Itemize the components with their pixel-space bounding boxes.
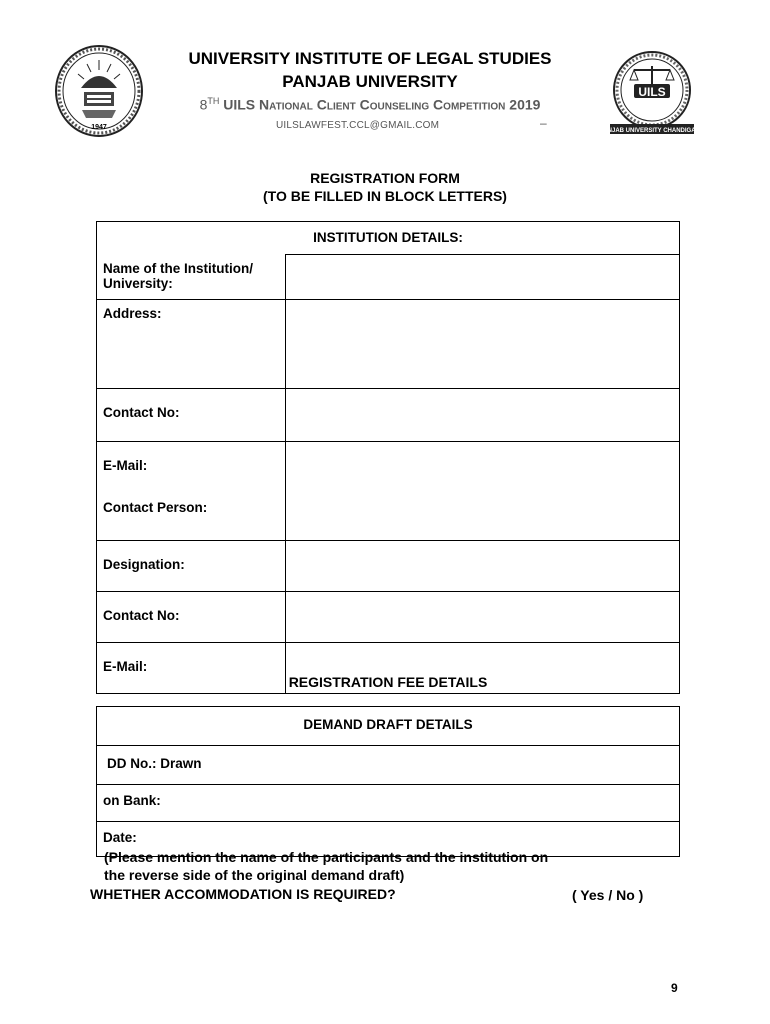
institution-details-heading: INSTITUTION DETAILS: xyxy=(97,222,680,255)
dd-no-field[interactable]: DD No.: Drawn xyxy=(97,746,680,785)
designation-field[interactable] xyxy=(286,540,680,591)
svg-text:UILS: UILS xyxy=(638,85,666,99)
demand-draft-table xyxy=(96,706,680,857)
fee-details-title: REGISTRATION FEE DETAILS xyxy=(288,674,488,690)
contact-person-label: Contact Person: xyxy=(103,499,208,515)
svg-text:PANJAB UNIVERSITY CHANDIGARH: PANJAB UNIVERSITY CHANDIGARH xyxy=(604,128,700,134)
page-number: 9 xyxy=(671,981,678,995)
institute-title: UNIVERSITY INSTITUTE OF LEGAL STUDIES xyxy=(188,49,552,68)
uils-logo xyxy=(604,50,700,136)
subtitle-superscript: TH xyxy=(207,96,220,106)
email-2-label: E-Mail: xyxy=(97,642,286,693)
institution-name-label xyxy=(97,255,286,300)
contact-no-2-label: Contact No: xyxy=(97,591,286,642)
designation-label: Designation: xyxy=(97,540,286,591)
email-label: E-Mail: xyxy=(103,457,148,473)
contact-no-field[interactable] xyxy=(286,388,680,441)
institution-name-label-line1: Name of the Institution/ xyxy=(103,260,253,276)
email-contact-person-cell xyxy=(97,441,286,540)
subtitle-rest: UILS National Client Counseling Competition 2019 xyxy=(219,96,541,113)
email-contact-person-field[interactable] xyxy=(286,441,680,540)
contact-email: UILSLAWFEST.CCL@GMAIL.COM xyxy=(276,120,440,131)
contact-no-label: Contact No: xyxy=(97,388,286,441)
svg-text:1947: 1947 xyxy=(91,124,107,131)
institution-name-field[interactable] xyxy=(286,255,680,300)
dd-note-line1: (Please mention the name of the participants and the institution on xyxy=(104,849,549,865)
competition-subtitle xyxy=(150,96,590,113)
accommodation-question: WHETHER ACCOMMODATION IS REQUIRED? xyxy=(90,886,396,902)
form-title: REGISTRATION FORM xyxy=(310,170,460,186)
header-dash: – xyxy=(540,116,547,130)
address-label: Address: xyxy=(97,299,286,388)
subtitle-prefix: 8 xyxy=(199,96,208,113)
dd-note-line2: the reverse side of the original demand draft) xyxy=(104,867,405,883)
form-subtitle: (TO BE FILLED IN BLOCK LETTERS) xyxy=(263,188,507,204)
panjab-university-logo xyxy=(54,44,144,138)
address-field[interactable] xyxy=(286,299,680,388)
institution-name-label-line2: University: xyxy=(103,275,173,291)
accommodation-yes-no[interactable]: ( Yes / No ) xyxy=(572,887,644,903)
institution-details-table xyxy=(96,221,680,694)
dd-heading: DEMAND DRAFT DETAILS xyxy=(97,707,680,746)
contact-no-2-field[interactable] xyxy=(286,591,680,642)
date-field[interactable]: Date: xyxy=(97,822,680,857)
university-title: PANJAB UNIVERSITY xyxy=(282,72,458,91)
bank-field[interactable]: on Bank: xyxy=(97,785,680,822)
